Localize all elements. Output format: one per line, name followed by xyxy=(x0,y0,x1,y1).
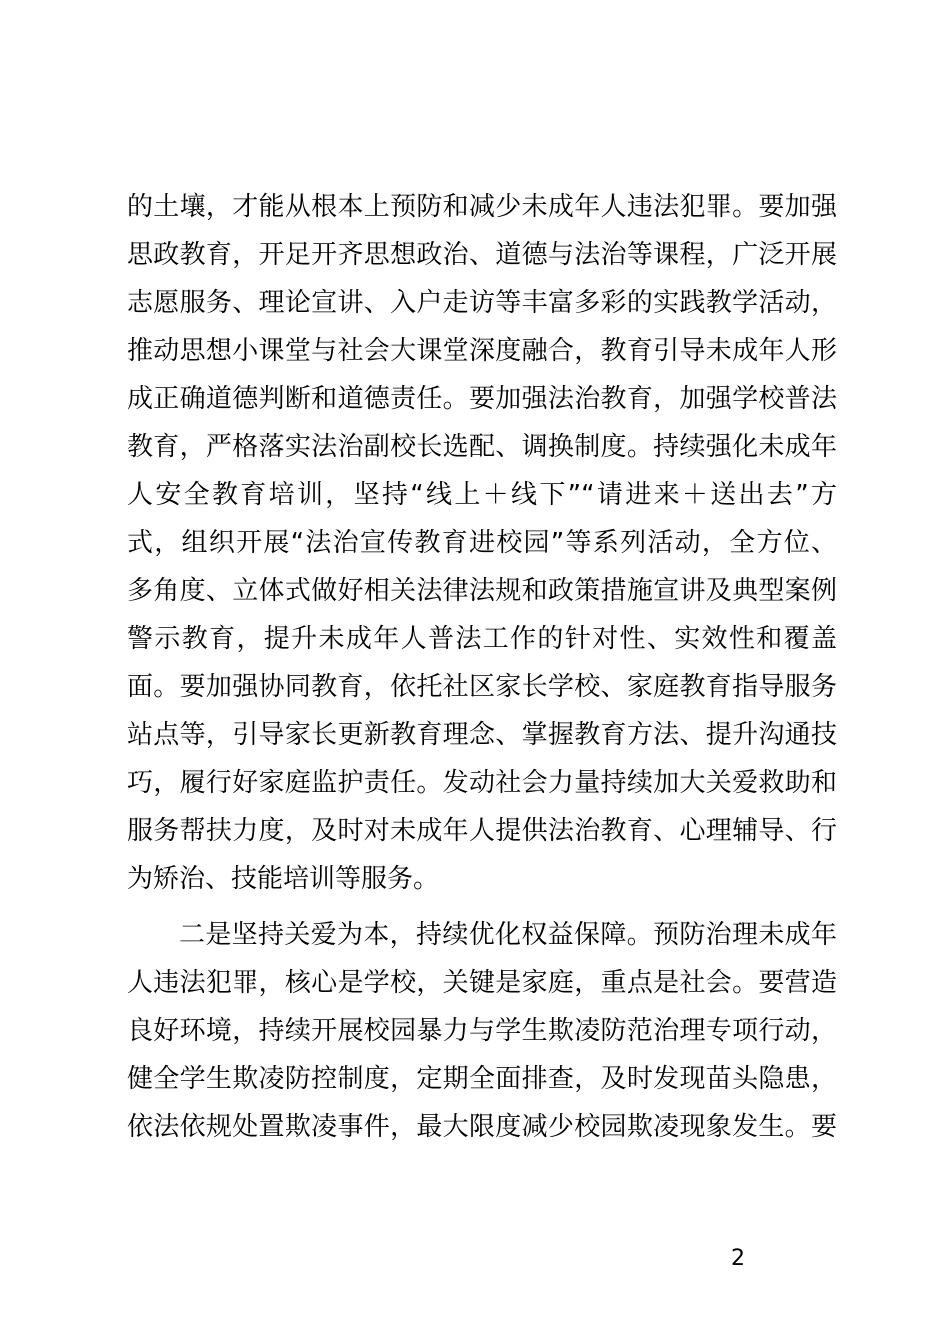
text-line: 二是坚持关爱为本，持续优化权益保障。预防治理未成年 xyxy=(179,920,837,950)
text-line: 健全学生欺凌防控制度，定期全面排查，及时发现苗头隐患， xyxy=(127,1064,837,1094)
text-line: 警示教育，提升未成年人普法工作的针对性、实效性和覆盖 xyxy=(127,624,837,654)
text-line: 巧，履行好家庭监护责任。发动社会力量持续加大关爱救助和 xyxy=(127,768,837,798)
text-line: 教育，严格落实法治副校长选配、调换制度。持续强化未成年 xyxy=(127,432,837,462)
text-line: 式，组织开展“法治宣传教育进校园”等系列活动，全方位、 xyxy=(127,528,837,558)
body-text xyxy=(127,183,837,1151)
paragraph-spacer xyxy=(127,903,837,911)
text-line: 志愿服务、理论宣讲、入户走访等丰富多彩的实践教学活动， xyxy=(127,288,837,318)
text-line: 为矫治、技能培训等服务。 xyxy=(127,864,440,894)
text-line: 成正确道德判断和道德责任。要加强法治教育，加强学校普法 xyxy=(127,384,837,414)
text-line: 服务帮扶力度，及时对未成年人提供法治教育、心理辅导、行 xyxy=(127,816,837,846)
text-line: 的土壤，才能从根本上预防和减少未成年人违法犯罪。要加强 xyxy=(127,192,837,222)
text-line: 依法依规处置欺凌事件，最大限度减少校园欺凌现象发生。要 xyxy=(127,1112,837,1142)
text-line: 推动思想小课堂与社会大课堂深度融合，教育引导未成年人形 xyxy=(127,336,837,366)
text-line: 思政教育，开足开齐思想政治、道德与法治等课程，广泛开展 xyxy=(127,240,837,270)
text-line: 面。要加强协同教育，依托社区家长学校、家庭教育指导服务 xyxy=(127,672,837,702)
text-line: 良好环境，持续开展校园暴力与学生欺凌防范治理专项行动， xyxy=(127,1016,837,1046)
paragraph-2 xyxy=(127,911,837,1151)
paragraph-1 xyxy=(127,183,837,903)
text-line: 站点等，引导家长更新教育理念、掌握教育方法、提升沟通技 xyxy=(127,720,837,750)
text-line: 人安全教育培训，坚持“线上＋线下”“请进来＋送出去”方 xyxy=(127,480,837,510)
text-line: 人违法犯罪，核心是学校，关键是家庭，重点是社会。要营造 xyxy=(127,968,837,998)
page-number: 2 xyxy=(731,1246,745,1271)
text-line: 多角度、立体式做好相关法律法规和政策措施宣讲及典型案例 xyxy=(127,576,837,606)
